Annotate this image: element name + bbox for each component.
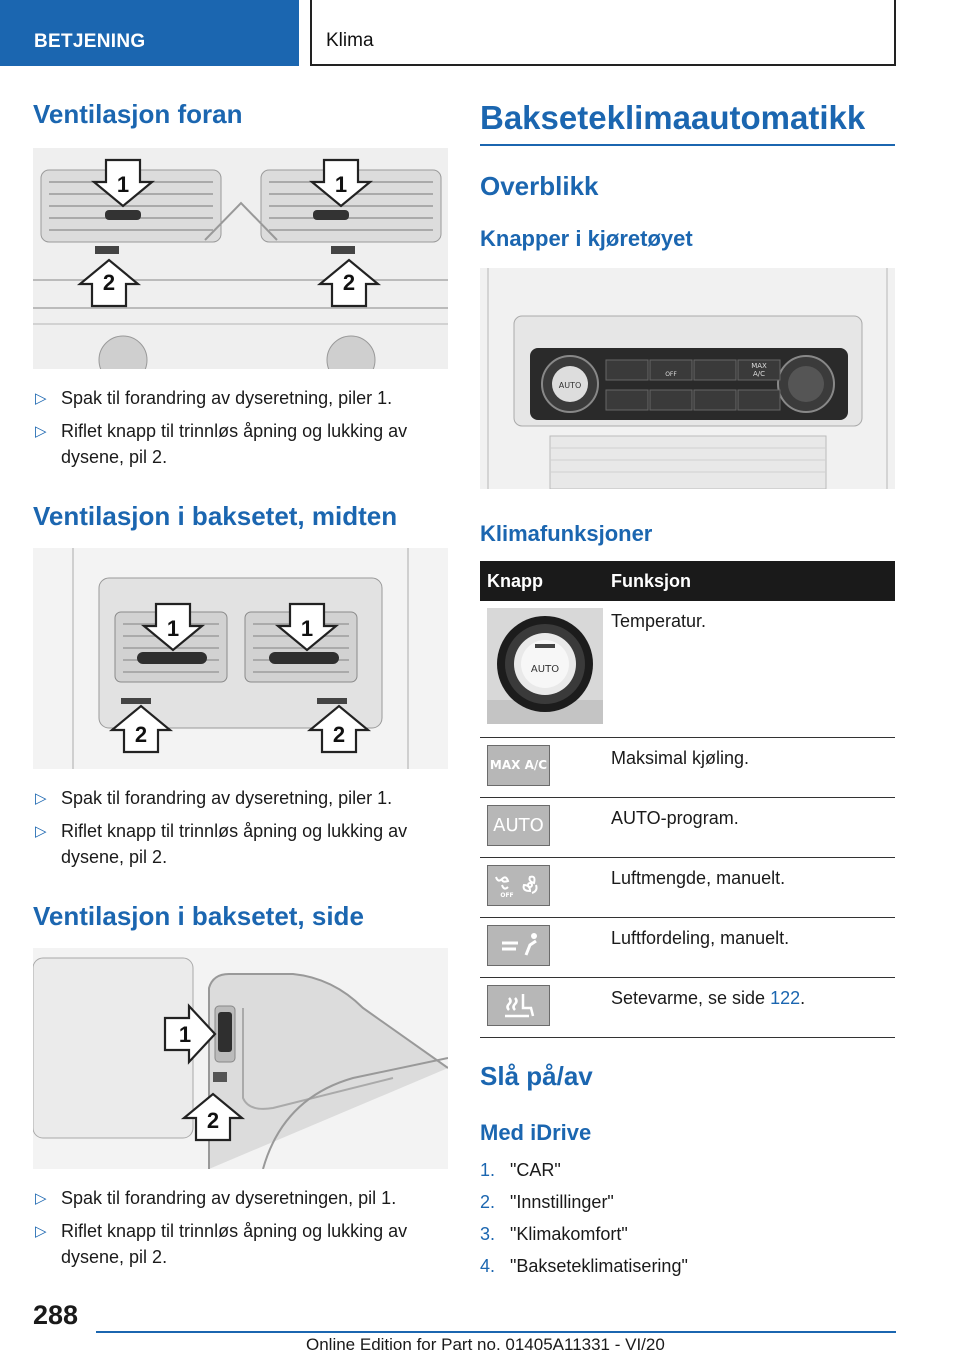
temperature-knob-icon xyxy=(487,608,603,724)
air-distribution-icon xyxy=(487,925,550,966)
bullet-triangle-icon: ▷ xyxy=(35,789,47,807)
section-title-front-ventilation: Ventilasjon foran xyxy=(33,99,243,129)
bullet-triangle-icon: ▷ xyxy=(35,1222,47,1240)
arrow-label-2: 2 xyxy=(342,269,356,295)
on-off-heading: Slå på/av xyxy=(480,1060,593,1091)
seat-heating-icon xyxy=(487,985,550,1026)
rear-climate-panel-drawing xyxy=(480,268,895,489)
list-item: 1. "CAR" xyxy=(480,1159,561,1180)
page-number: 288 xyxy=(33,1300,79,1330)
table-row xyxy=(480,917,895,977)
right-column xyxy=(480,100,895,1282)
list-item: ▷ Spak til forandring av dyseretningen, pil 1. xyxy=(33,1185,448,1211)
fan-icon xyxy=(487,865,550,906)
arrow-label-2: 2 xyxy=(332,721,346,747)
section-tab: BETJENING xyxy=(0,0,299,66)
list-item: 3. "Klimakomfort" xyxy=(480,1223,628,1244)
bullet-triangle-icon: ▷ xyxy=(35,422,47,440)
function-text: Luftfordeling, manuelt. xyxy=(603,917,895,977)
arrow-label-2: 2 xyxy=(102,269,116,295)
function-text: Maksimal kjøling. xyxy=(603,737,895,797)
list-item: ▷ Riflet knapp til trinnløs åpning og lukking av dysene, pil 2. xyxy=(35,420,408,467)
climate-functions-table xyxy=(480,561,895,1038)
front-ventilation-list xyxy=(33,385,448,470)
rear-side-vent-drawing xyxy=(33,948,448,1169)
arrow-label-1: 1 xyxy=(300,615,314,641)
left-column xyxy=(33,100,448,1277)
list-item: 4. "Bakseteklimatisering" xyxy=(480,1255,688,1276)
function-text: Luftmengde, manuelt. xyxy=(603,857,895,917)
panel-max-label: MAX xyxy=(751,362,767,371)
arrow-label-2: 2 xyxy=(134,721,148,747)
function-text: Setevarme, se side 122. xyxy=(603,977,895,1037)
column-header-button: Knapp xyxy=(480,561,603,601)
panel-ac-label: A/C xyxy=(752,370,766,379)
list-item: ▷ Spak til forandring av dyseretning, piler 1. xyxy=(33,385,448,411)
table-row xyxy=(480,601,895,737)
table-row xyxy=(480,857,895,917)
page-header xyxy=(0,0,960,66)
panel-auto-label: AUTO xyxy=(558,381,582,391)
section-title-rear-center-ventilation: Ventilasjon i baksetet, midten xyxy=(33,500,398,531)
fan-off-label: OFF xyxy=(499,892,514,900)
bullet-triangle-icon: ▷ xyxy=(35,822,47,840)
buttons-heading: Knapper i kjøretøyet xyxy=(480,226,693,252)
rear-center-ventilation-list xyxy=(33,785,448,870)
page-reference-link[interactable]: 122 xyxy=(770,987,801,1008)
list-item: ▷ Riflet knapp til trinnløs åpning og lukking av dysene, pil 2. xyxy=(35,1220,408,1267)
front-vents-illustration xyxy=(33,148,448,369)
rear-center-vents-drawing xyxy=(33,548,448,769)
table-row xyxy=(480,797,895,857)
function-text: Temperatur. xyxy=(603,601,895,737)
list-item: 2. "Innstillinger" xyxy=(480,1191,614,1212)
main-title: Bakseteklimaautomatikk xyxy=(480,100,895,146)
bullet-triangle-icon: ▷ xyxy=(35,1189,47,1207)
functions-heading: Klimafunksjoner xyxy=(480,521,653,547)
edition-footer: Online Edition for Part no. 01405A11331 - VI/20 xyxy=(306,1335,665,1354)
function-text: AUTO-program. xyxy=(603,797,895,857)
table-row xyxy=(480,977,895,1037)
chapter-title: Klima xyxy=(310,0,896,66)
rear-climate-panel-illustration xyxy=(480,268,895,489)
idrive-steps xyxy=(480,1154,895,1282)
panel-off-label: OFF xyxy=(665,371,677,379)
arrow-label-1: 1 xyxy=(166,615,180,641)
section-title-rear-side-ventilation: Ventilasjon i baksetet, side xyxy=(33,900,364,931)
front-vents-drawing xyxy=(33,148,448,369)
rear-center-vents-illustration xyxy=(33,548,448,769)
arrow-label-2: 2 xyxy=(206,1107,220,1133)
table-row xyxy=(480,737,895,797)
column-header-function: Funksjon xyxy=(603,561,895,601)
footer-divider xyxy=(96,1331,896,1333)
bullet-triangle-icon: ▷ xyxy=(35,389,47,407)
idrive-heading: Med iDrive xyxy=(480,1119,592,1145)
arrow-label-1: 1 xyxy=(334,171,348,197)
arrow-label-1: 1 xyxy=(178,1021,192,1047)
knob-auto-label: AUTO xyxy=(530,664,560,676)
list-item: ▷ Riflet knapp til trinnløs åpning og lukking av dysene, pil 2. xyxy=(35,820,408,867)
list-item: ▷ Spak til forandring av dyseretning, piler 1. xyxy=(33,785,448,811)
arrow-label-1: 1 xyxy=(116,171,130,197)
overview-heading: Overblikk xyxy=(480,171,599,202)
rear-side-ventilation-list xyxy=(33,1185,448,1270)
table-header-row xyxy=(480,561,895,601)
max-ac-icon: MAX A/C xyxy=(487,745,550,786)
auto-icon: AUTO xyxy=(487,805,550,846)
rear-side-vent-illustration xyxy=(33,948,448,1169)
